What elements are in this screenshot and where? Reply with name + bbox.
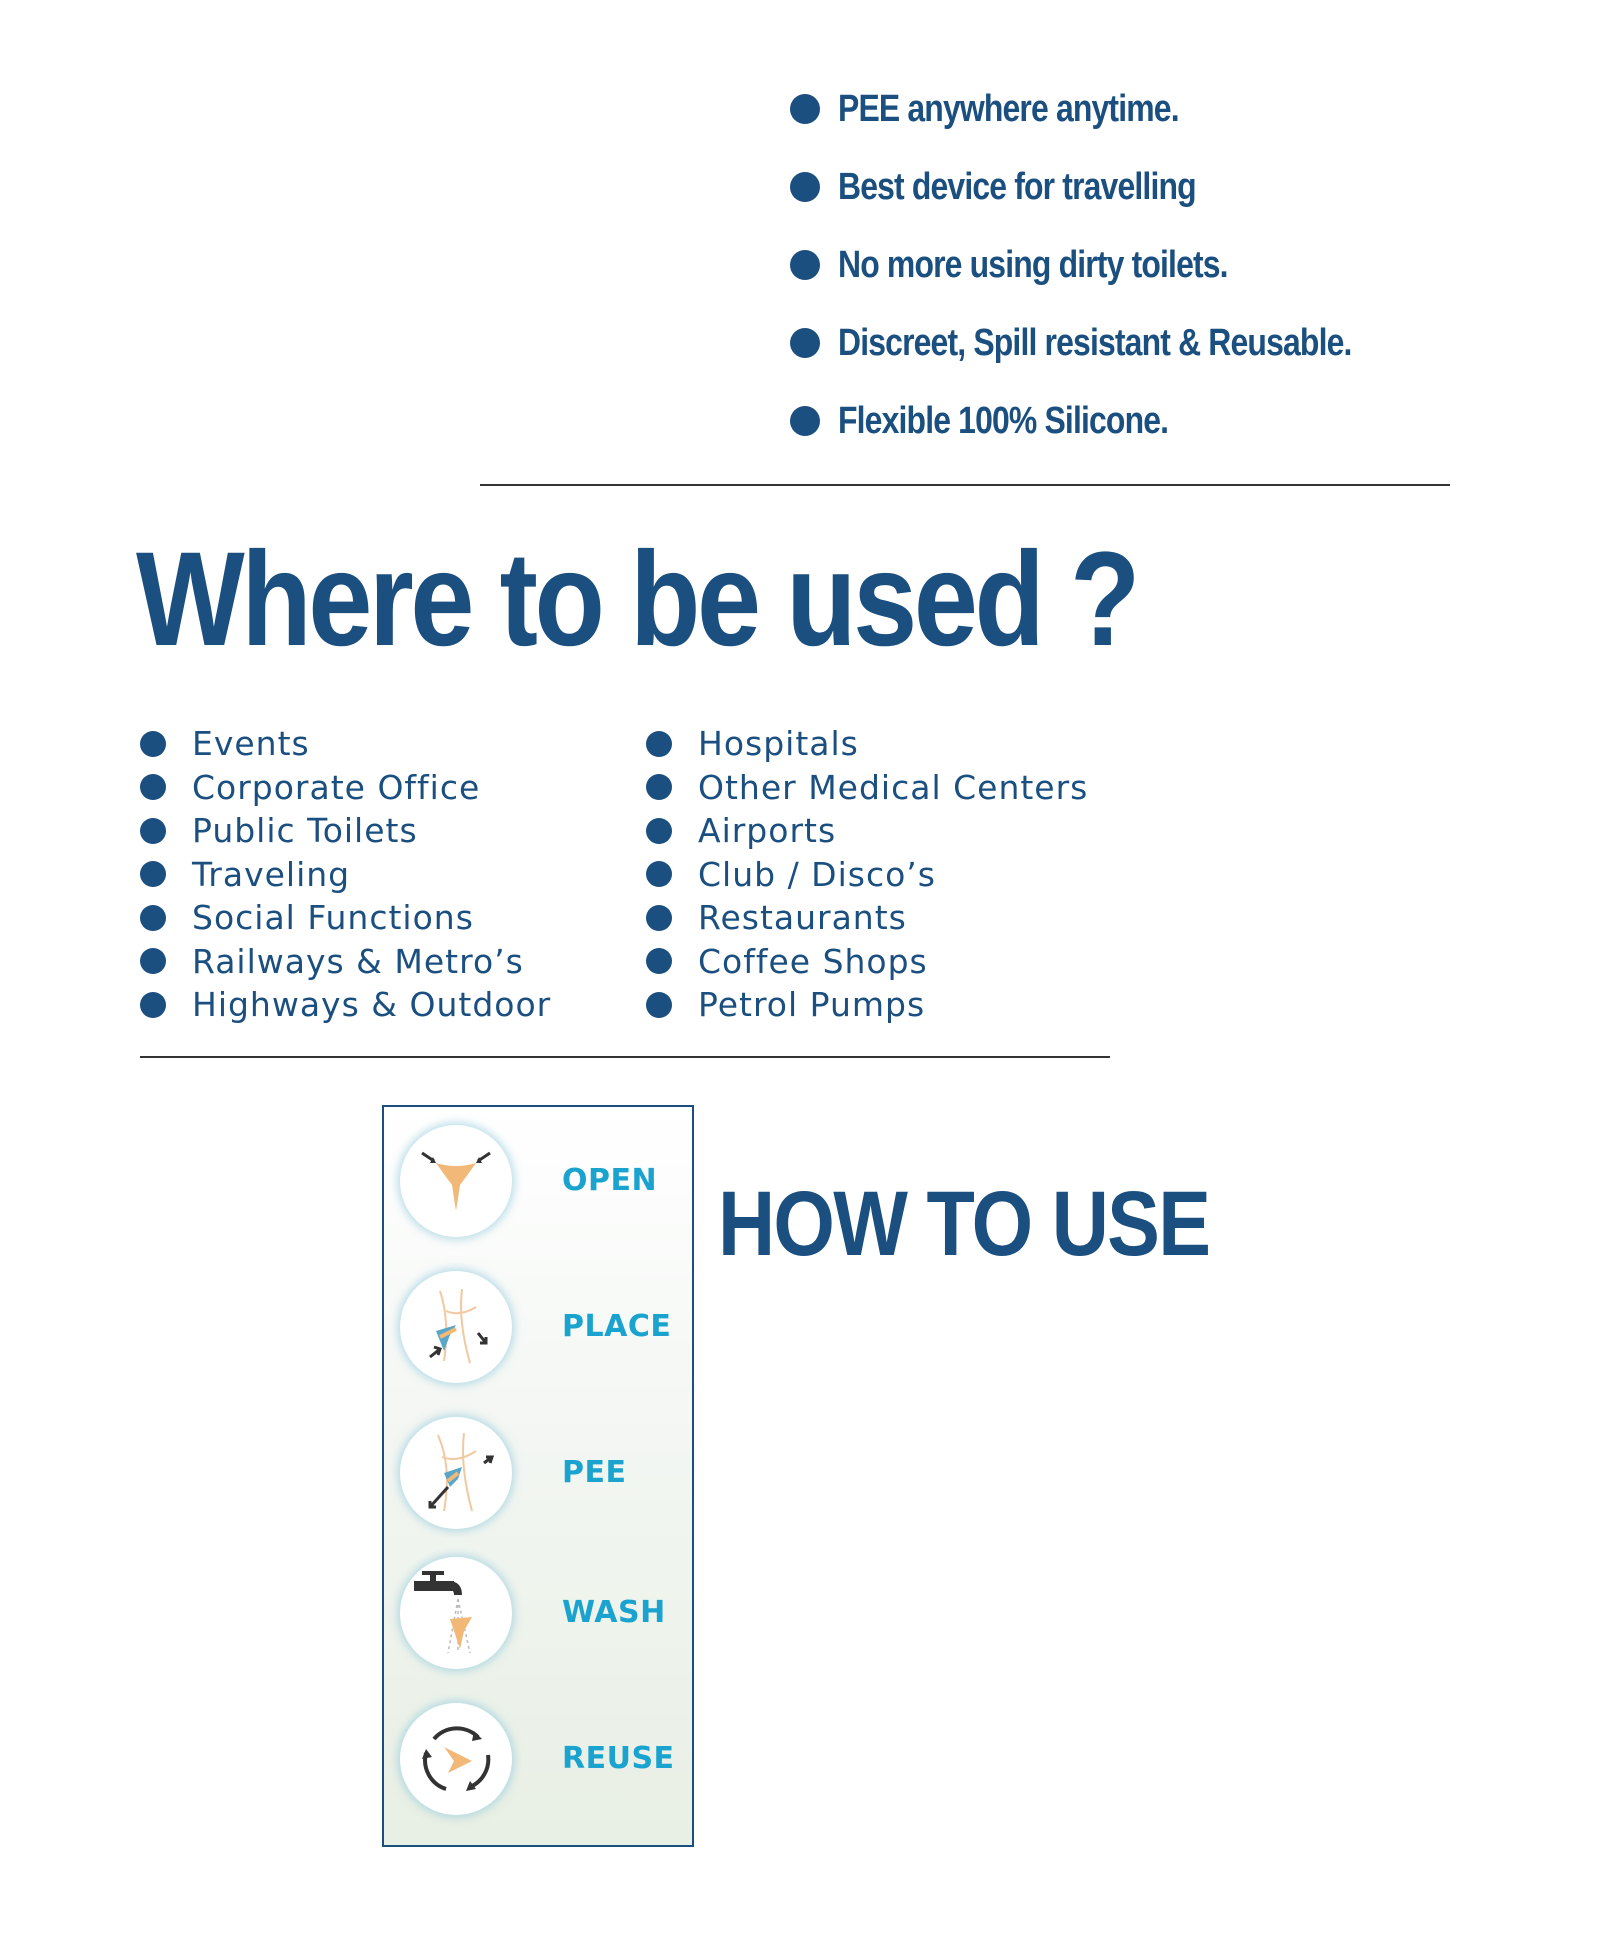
step-label: OPEN bbox=[562, 1163, 658, 1198]
bullet-icon bbox=[140, 905, 166, 931]
place-label: Petrol Pumps bbox=[698, 985, 926, 1025]
step-pee bbox=[384, 1407, 692, 1537]
bullet-icon bbox=[140, 992, 166, 1018]
step-label: PEE bbox=[562, 1455, 627, 1490]
list-item bbox=[140, 983, 620, 1027]
place-label: Corporate Office bbox=[192, 767, 481, 807]
feature-list bbox=[790, 70, 1570, 460]
places-list-right bbox=[646, 722, 1126, 1027]
place-label: Coffee Shops bbox=[698, 941, 928, 981]
step-label: WASH bbox=[562, 1595, 666, 1630]
divider bbox=[480, 484, 1450, 486]
place-label: Events bbox=[192, 724, 310, 764]
place-label: Highways & Outdoor bbox=[192, 985, 552, 1025]
list-item bbox=[646, 853, 1126, 897]
place-label: Hospitals bbox=[698, 724, 859, 764]
place-label: Traveling bbox=[192, 854, 351, 894]
bullet-icon bbox=[646, 731, 672, 757]
list-item bbox=[140, 896, 620, 940]
feature-item bbox=[790, 226, 1570, 304]
bullet-icon bbox=[646, 905, 672, 931]
feature-text: Best device for travelling bbox=[838, 165, 1196, 208]
place-label: Airports bbox=[698, 811, 837, 851]
bullet-icon bbox=[646, 948, 672, 974]
how-to-steps-panel bbox=[382, 1105, 694, 1847]
list-item bbox=[140, 722, 620, 766]
place-label: Other Medical Centers bbox=[698, 767, 1089, 807]
place-label: Restaurants bbox=[698, 898, 907, 938]
place-label: Public Toilets bbox=[192, 811, 418, 851]
step-place bbox=[384, 1261, 692, 1391]
where-heading: Where to be used ? bbox=[136, 525, 1137, 674]
list-item bbox=[646, 896, 1126, 940]
bullet-icon bbox=[140, 774, 166, 800]
feature-text: Discreet, Spill resistant & Reusable. bbox=[838, 321, 1352, 364]
divider bbox=[140, 1056, 1110, 1058]
list-item bbox=[140, 940, 620, 984]
step-label: PLACE bbox=[562, 1309, 672, 1344]
places-list-left bbox=[140, 722, 620, 1027]
place-label: Club / Disco’s bbox=[698, 854, 936, 894]
funnel-place-icon bbox=[400, 1271, 512, 1383]
feature-item bbox=[790, 70, 1570, 148]
tap-wash-icon bbox=[400, 1557, 512, 1669]
bullet-icon bbox=[140, 948, 166, 974]
bullet-icon bbox=[646, 774, 672, 800]
feature-text: PEE anywhere anytime. bbox=[838, 87, 1179, 130]
bullet-icon bbox=[790, 406, 820, 436]
bullet-icon bbox=[646, 992, 672, 1018]
feature-item bbox=[790, 148, 1570, 226]
bullet-icon bbox=[646, 861, 672, 887]
bullet-icon bbox=[646, 818, 672, 844]
bullet-icon bbox=[790, 94, 820, 124]
feature-text: Flexible 100% Silicone. bbox=[838, 399, 1169, 442]
funnel-open-icon bbox=[400, 1125, 512, 1237]
bullet-icon bbox=[140, 861, 166, 887]
place-label: Social Functions bbox=[192, 898, 474, 938]
list-item bbox=[646, 722, 1126, 766]
list-item bbox=[646, 940, 1126, 984]
bullet-icon bbox=[790, 328, 820, 358]
how-to-heading: HOW TO USE bbox=[718, 1173, 1210, 1275]
step-wash bbox=[384, 1547, 692, 1677]
funnel-pee-icon bbox=[400, 1417, 512, 1529]
feature-item bbox=[790, 382, 1570, 460]
list-item bbox=[140, 809, 620, 853]
bullet-icon bbox=[790, 172, 820, 202]
bullet-icon bbox=[790, 250, 820, 280]
list-item bbox=[646, 809, 1126, 853]
bullet-icon bbox=[140, 818, 166, 844]
step-label: REUSE bbox=[562, 1741, 675, 1776]
feature-item bbox=[790, 304, 1570, 382]
reuse-cycle-icon bbox=[400, 1703, 512, 1815]
list-item bbox=[140, 853, 620, 897]
bullet-icon bbox=[140, 731, 166, 757]
place-label: Railways & Metro’s bbox=[192, 941, 524, 981]
list-item bbox=[646, 766, 1126, 810]
step-open bbox=[384, 1115, 692, 1245]
step-reuse bbox=[384, 1693, 692, 1823]
feature-text: No more using dirty toilets. bbox=[838, 243, 1228, 286]
list-item bbox=[646, 983, 1126, 1027]
list-item bbox=[140, 766, 620, 810]
